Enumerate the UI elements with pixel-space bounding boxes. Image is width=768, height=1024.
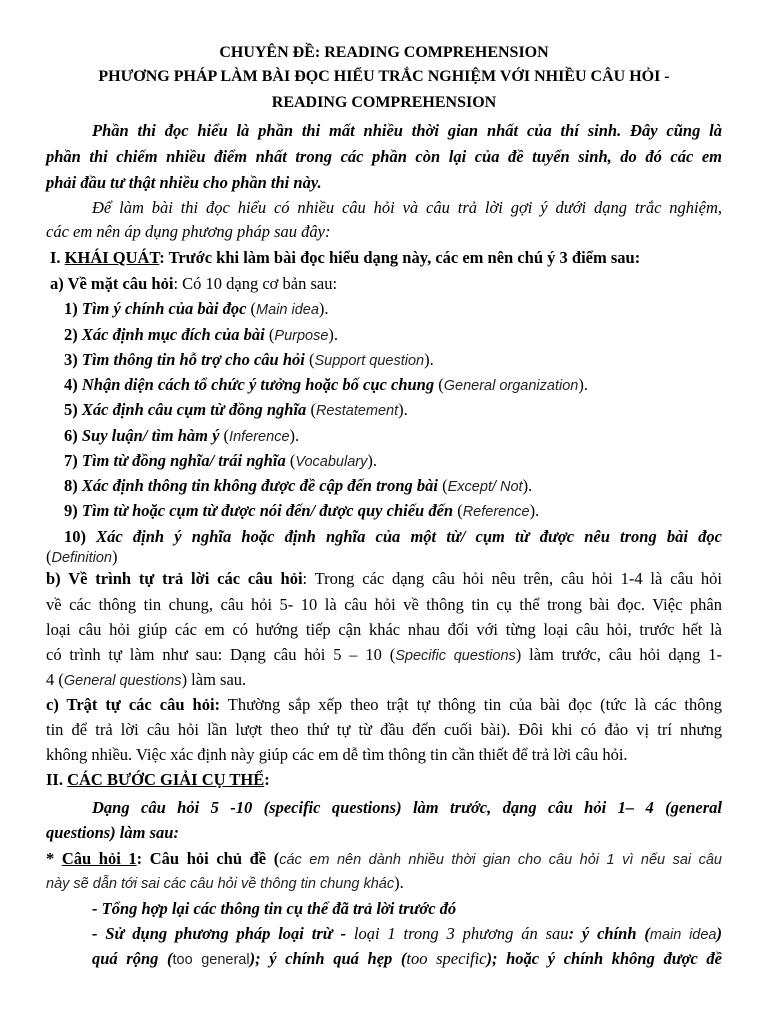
section-2-colon: : bbox=[264, 770, 270, 789]
subsection-c-text: Thường sắp xếp theo trật tự thông tin của bài đọc (tức là các thông bbox=[220, 695, 722, 714]
section-2-number: II. bbox=[46, 770, 68, 789]
question-1-star: * bbox=[46, 849, 62, 868]
subsection-c-line: không nhiều. Việc xác định này giúp các em dễ tìm thông tin cần thiết để trả lời câu hỏi. bbox=[46, 745, 628, 764]
question-1-end: ). bbox=[394, 873, 404, 892]
section-2-heading bbox=[46, 769, 270, 791]
list-item-number: 3) bbox=[64, 350, 82, 369]
approach-line: Để làm bài thi đọc hiểu có nhiều câu hỏi và câu trả lời gợi ý dưới dạng trắc nghiệm, bbox=[92, 198, 722, 217]
subsection-b-line bbox=[46, 644, 722, 667]
list-item-end: ). bbox=[424, 350, 434, 369]
intro-line: phần thi chiếm nhiều điểm nhất trong các phần còn lại của đề tuyển sinh, do đó các em bbox=[46, 147, 722, 166]
subsection-b-term: Specific questions bbox=[395, 648, 516, 664]
list-item-number: 2) bbox=[64, 325, 82, 344]
list-item-number: 6) bbox=[64, 426, 82, 445]
list-item-end: ). bbox=[367, 451, 377, 470]
list-item-term: Support question bbox=[314, 353, 425, 369]
list-item-number: 8) bbox=[64, 476, 82, 495]
approach-line: các em nên áp dụng phương pháp sau đây: bbox=[46, 222, 331, 241]
list-item-end: ). bbox=[529, 501, 540, 520]
list-item-number: 5) bbox=[64, 400, 82, 419]
subsection-a bbox=[50, 273, 337, 295]
question-1-label: Câu hỏi 1 bbox=[61, 849, 137, 868]
step-term: main idea bbox=[649, 927, 717, 943]
list-item: 3) Tìm thông tin hỗ trợ cho câu hỏi (Support question). bbox=[64, 350, 434, 369]
question-1-line bbox=[46, 848, 722, 871]
list-item-term: Vocabulary bbox=[295, 454, 368, 470]
list-item: 1) Tìm ý chính của bài đọc (Main idea). bbox=[64, 299, 329, 318]
list-item-text: Tìm ý chính của bài đọc bbox=[81, 299, 247, 318]
list-item-text: Tìm từ đồng nghĩa/ trái nghĩa bbox=[81, 451, 286, 470]
section-1-heading bbox=[50, 247, 640, 269]
list-item-term: Inference bbox=[229, 429, 290, 445]
subsection-b-text: ) làm trước, câu hỏi dạng 1- bbox=[515, 645, 722, 664]
subsection-b-term: General questions bbox=[63, 673, 182, 689]
list-item bbox=[64, 526, 722, 548]
step-line bbox=[92, 923, 722, 946]
subsection-c-line: tin để trả lời câu hỏi lần lượt theo thứ tự từ đầu đến cuối bài). Đôi khi có đảo vị trí nhưng bbox=[46, 720, 722, 739]
order-line: Dạng câu hỏi 5 -10 (specific questions) làm trước, dạng câu hỏi 1– 4 (general bbox=[92, 798, 722, 817]
step-line bbox=[92, 948, 722, 971]
subsection-a-heading: a) Về mặt câu hỏi bbox=[50, 274, 174, 293]
list-item-term: Main idea bbox=[256, 302, 319, 318]
list-item-term: General organization bbox=[443, 378, 579, 394]
subsection-b-line bbox=[46, 568, 722, 590]
question-1-note: này sẽ dẫn tới sai các câu hỏi về thông tin chung khác bbox=[46, 876, 395, 892]
list-item-number: 1) bbox=[64, 299, 82, 318]
list-item-term: Restatement bbox=[315, 403, 399, 419]
section-2-title: CÁC BƯỚC GIẢI CỤ THỂ bbox=[67, 770, 265, 789]
list-item-text: Tìm từ hoặc cụm từ được nói đến/ được quy chiếu đến bbox=[81, 501, 454, 520]
step-term: too specific bbox=[406, 949, 487, 968]
step-text: loại 1 trong 3 phương án sau bbox=[353, 924, 569, 943]
subsection-b-heading: b) Về trình tự trả lời các câu hỏi bbox=[46, 569, 303, 588]
order-line: questions) làm sau: bbox=[46, 823, 179, 842]
list-item-number: 4) bbox=[64, 375, 82, 394]
list-item: 7) Tìm từ đồng nghĩa/ trái nghĩa (Vocabulary). bbox=[64, 451, 377, 470]
section-1-intro: : Trước khi làm bài đọc hiểu dạng này, các em nên chú ý 3 điểm sau: bbox=[159, 248, 641, 267]
question-1-line bbox=[46, 872, 404, 895]
list-item: 8) Xác định thông tin không được đề cập đến trong bài (Except/ Not). bbox=[64, 476, 533, 495]
list-item-end: ). bbox=[578, 375, 588, 394]
list-item-text: Nhận diện cách tổ chức ý tưởng hoặc bố cục chung bbox=[81, 375, 435, 394]
subsection-b-text: có trình tự làm như sau: Dạng câu hỏi 5 – 10 ( bbox=[46, 645, 396, 664]
section-1-title: KHÁI QUÁT bbox=[64, 248, 160, 267]
list-item-end: ). bbox=[328, 325, 339, 344]
question-1-note: các em nên dành nhiều thời gian cho câu hỏi 1 vì nếu sai câu bbox=[279, 852, 722, 868]
list-item-open: ( bbox=[46, 547, 52, 566]
list-item: 2) Xác định mục đích của bài (Purpose). bbox=[64, 325, 339, 344]
step-line: - Tổng hợp lại các thông tin cụ thể đã trả lời trước đó bbox=[92, 899, 457, 918]
list-item-end: ). bbox=[289, 426, 300, 445]
list-item: 5) Xác định câu cụm từ đồng nghĩa (Restatement). bbox=[64, 400, 408, 419]
question-1-title: : Câu hỏi chủ đề ( bbox=[136, 849, 280, 868]
list-item-text: Xác định ý nghĩa hoặc định nghĩa của một từ/ cụm từ được nêu trong bài đọc bbox=[96, 527, 722, 546]
subsection-b-text: : Trong các dạng câu hỏi nêu trên, câu hỏi 1-4 là câu hỏi bbox=[302, 569, 722, 588]
subsection-b-text: ) làm sau. bbox=[181, 670, 247, 689]
list-item-end: ). bbox=[398, 400, 408, 419]
list-item-continuation bbox=[46, 546, 117, 569]
intro-line: Phần thi đọc hiểu là phần thi mất nhiều thời gian nhất của thí sinh. Đây cũng là bbox=[92, 121, 722, 140]
document-title: CHUYÊN ĐỀ: READING COMPREHENSION bbox=[219, 44, 549, 61]
list-item-text: Xác định mục đích của bài bbox=[81, 325, 265, 344]
list-item: 4) Nhận diện cách tổ chức ý tưởng hoặc bố cục chung (General organization). bbox=[64, 375, 588, 394]
list-item-term: Purpose bbox=[274, 328, 329, 344]
step-text: ) bbox=[716, 924, 722, 943]
list-item: 9) Tìm từ hoặc cụm từ được nói đến/ được quy chiếu đến (Reference). bbox=[64, 501, 540, 520]
step-term: too general bbox=[172, 952, 250, 968]
list-item-term: Reference bbox=[462, 504, 530, 520]
intro-line: phải đầu tư thật nhiều cho phần thi này. bbox=[46, 173, 322, 192]
list-item-text: Xác định câu cụm từ đồng nghĩa bbox=[81, 400, 307, 419]
document-subtitle: PHƯƠNG PHÁP LÀM BÀI ĐỌC HIỂU TRẮC NGHIỆM VỚI NHIỀU CÂU HỎI - bbox=[98, 68, 670, 85]
list-item-term: Definition bbox=[51, 550, 112, 566]
list-item-number: 10) bbox=[64, 527, 97, 546]
list-item-text: Xác định thông tin không được đề cập đến trong bài bbox=[81, 476, 439, 495]
document-subtitle-2: READING COMPREHENSION bbox=[271, 94, 497, 111]
section-1-number: I. bbox=[50, 248, 65, 267]
list-item-number: 9) bbox=[64, 501, 82, 520]
subsection-b-line: loại câu hỏi giúp các em có hướng tiếp cận khác nhau đối với từng loại câu hỏi, trước hết là bbox=[46, 620, 722, 639]
list-item-end: ). bbox=[318, 299, 329, 318]
list-item-number: 7) bbox=[64, 451, 82, 470]
list-item-text: Suy luận/ tìm hàm ý bbox=[81, 426, 220, 445]
subsection-c-line bbox=[46, 694, 722, 716]
step-text: ); hoặc ý chính không được đề bbox=[486, 949, 722, 968]
step-text: quá rộng ( bbox=[92, 949, 173, 968]
list-item-term: Except/ Not bbox=[447, 479, 523, 495]
step-text: : ý chính ( bbox=[568, 924, 650, 943]
subsection-c-heading: c) Trật tự các câu hỏi: bbox=[46, 695, 221, 714]
list-item: 6) Suy luận/ tìm hàm ý (Inference). bbox=[64, 426, 300, 445]
subsection-b-line bbox=[46, 669, 246, 692]
subsection-b-line: về các thông tin chung, câu hỏi 5- 10 là câu hỏi về thông tin cụ thể trong bài đọc. Việc phân bbox=[46, 595, 722, 614]
list-item-end: ) bbox=[111, 547, 118, 566]
subsection-a-text: : Có 10 dạng cơ bản sau: bbox=[173, 274, 338, 293]
step-text: - Sử dụng phương pháp loại trừ - bbox=[92, 924, 354, 943]
list-item-end: ). bbox=[522, 476, 533, 495]
list-item-text: Tìm thông tin hỗ trợ cho câu hỏi bbox=[81, 350, 305, 369]
subsection-b-text: 4 ( bbox=[46, 670, 64, 689]
step-text: ); ý chính quá hẹp ( bbox=[249, 949, 407, 968]
